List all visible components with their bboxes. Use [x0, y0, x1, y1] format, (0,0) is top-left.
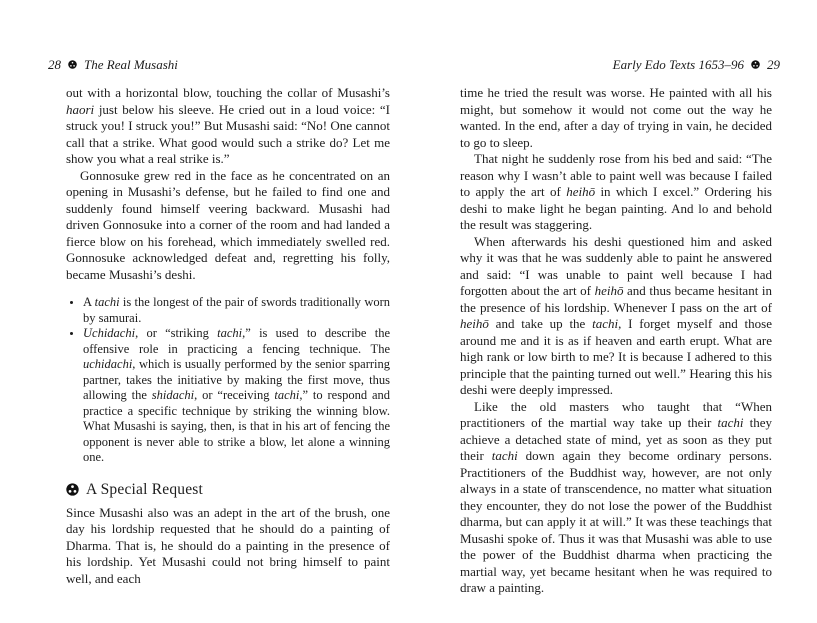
tomoe-ornament-icon — [751, 60, 760, 69]
paragraph-group — [66, 85, 390, 283]
page-left — [0, 0, 408, 623]
section-heading — [66, 481, 390, 499]
page-header-right — [408, 57, 780, 72]
page-number-left: 28 — [48, 57, 61, 72]
section-heading-label: A Special Request — [86, 480, 204, 498]
paragraph: That night he suddenly rose from his bed and said: “The reason why I wasn’t able to paint well was because I failed to apply the art of heihō in which I excel.” Ordering his deshi to make light he began painting. And lo and behold the result was staggering. — [460, 151, 772, 232]
paragraph: Like the old masters who taught that “When practitioners of the martial way take up their tachi they achieve a detached state of mind, yet as soon as they put their tachi down again they become ordinary persons. Practitioners of the Buddhist way, however, are not only always in a state of transcendence, no matter what situation they encounter, they do not lose the power of the Buddhist dharma, but can apply it at will.” It was these teachings that Musashi spoke of. Thus it was that Musashi was able to use the power of the Buddhist dharma when practicing the martial way, yet became hesitant when he was required to draw a painting. — [460, 398, 772, 595]
paragraph: time he tried the result was worse. He painted with all his might, but somehow it would not come out the way he wanted. In the end, after a day of trying in vain, he decided to go to sleep. — [460, 85, 772, 150]
section-paragraph-group — [66, 505, 390, 588]
page-header-left — [48, 57, 408, 72]
page-body-left — [66, 85, 390, 587]
bullet-item: • A tachi is the longest of the pair of swords traditionally worn by samurai. — [83, 295, 390, 326]
tomoe-section-icon — [66, 483, 79, 496]
paragraph-group — [460, 85, 772, 597]
page-number-right: 29 — [767, 57, 780, 72]
bullet-item: • Uchidachi, or “striking tachi,” is used to describe the offensive role in practicing a fencing technique. The uchidachi, which is usually performed by the senior sparring partner, takes the initiative by making the first move, thus allowing the shidachi, or “receiving tachi,” to respond and practice a specific technique by striking the winning blow. What Musashi is saying, then, is that in his art of fencing the opponent is never able to strike a blow, let alone a winning one. — [83, 326, 390, 466]
page-right — [408, 0, 817, 623]
paragraph: out with a horizontal blow, touching the collar of Musashi’s haori just below his sleeve. He cried out in a loud voice: “I struck you! I struck you!” But Musashi said: “No! One cannot call that a strike. What good would such a strike do? Let me show you what a real strike is.” — [66, 85, 390, 166]
glossary-bullet-list — [66, 295, 390, 466]
tomoe-ornament-icon — [68, 60, 77, 69]
running-title-right: Early Edo Texts 1653–96 — [612, 57, 744, 72]
paragraph: When afterwards his deshi questioned him and asked why it was that he was suddenly able to paint he answered and said: “I was unable to paint well because I had forgotten about the art of heihō and thus became hesitant in the presence of his lordship. Whenever I pass on the art of heihō and take up the tachi, I forget myself and those around me and it is as if heaven and earth erupt. What are high rank or low birth to me? It is because I adhered to this principle that the painting turned out well.” Hearing this his deshi were deeply impressed. — [460, 233, 772, 397]
paragraph: Since Musashi also was an adept in the art of the brush, one day his lordship requested that he should do a painting of Dharma. That is, he should do a painting in the presence of his lordship. Yet Musashi could not bring himself to paint well, and each — [66, 504, 390, 586]
page-body-right — [460, 85, 772, 597]
running-title-left: The Real Musashi — [84, 57, 178, 72]
paragraph: Gonnosuke grew red in the face as he concentrated on an opening in Musashi’s defense, but he failed to find one and suddenly found himself veering backward. Musashi had driven Gonnosuke into a corner of the room and had landed a fierce blow on his forehead, which immediately swelled red. Gonnosuke acknowledged defeat and, regretting his folly, became Musashi’s deshi. — [66, 167, 390, 282]
